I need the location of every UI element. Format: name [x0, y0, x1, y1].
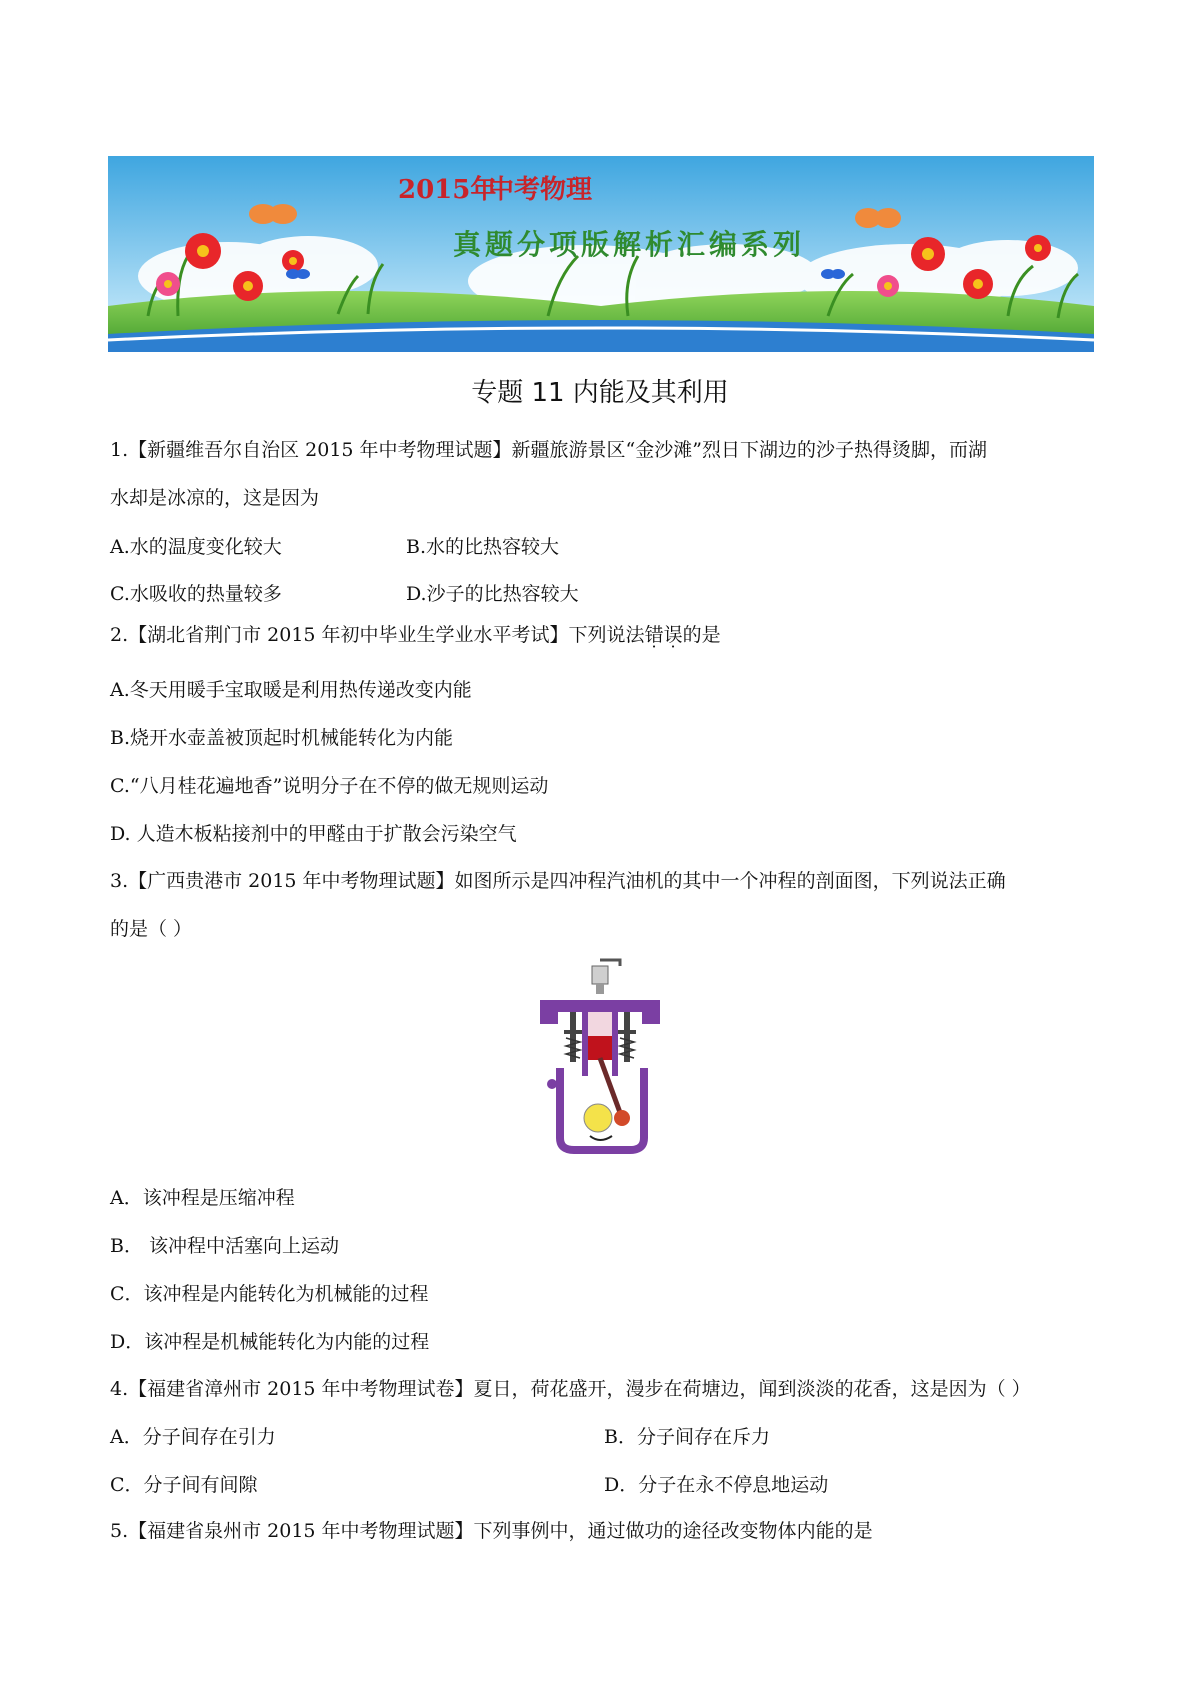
q4-stem: 4.【福建省漳州市 2015 年中考物理试卷】夏日，荷花盛开，漫步在荷塘边，闻到淡淡的花香，这是因为（ ） [110, 1378, 1031, 1400]
q4-option-b: B．分子间存在斥力 [604, 1426, 770, 1448]
q1-option-d: D.沙子的比热容较大 [406, 583, 579, 605]
q1-option-c: C.水吸收的热量较多 [110, 583, 282, 605]
q3-option-a: A．该冲程是压缩冲程 [110, 1187, 295, 1209]
q1-option-a: A.水的温度变化较大 [110, 536, 282, 558]
q3-stem-line1: 3.【广西贵港市 2015 年中考物理试题】如图所示是四冲程汽油机的其中一个冲程的剖面图，下列说法正确 [110, 870, 1006, 892]
q4-option-c: C．分子间有间隙 [110, 1474, 258, 1496]
q4-option-d: D．分子在永不停息地运动 [604, 1474, 829, 1496]
q1-stem-line2: 水却是冰凉的，这是因为 [110, 487, 320, 509]
q2-option-a: A.冬天用暖手宝取暖是利用热传递改变内能 [110, 679, 472, 701]
q2-option-d: D. 人造木板粘接剂中的甲醛由于扩散会污染空气 [110, 823, 517, 845]
q3-stem-line2: 的是（ ） [110, 918, 193, 940]
engine-diagram [530, 958, 672, 1154]
q3-option-c: C．该冲程是内能转化为机械能的过程 [110, 1283, 429, 1305]
q2-stem-pre: 2.【湖北省荆门市 2015 年初中毕业生学业水平考试】下列说法 [110, 624, 645, 646]
q5-stem: 5.【福建省泉州市 2015 年中考物理试题】下列事例中，通过做功的途径改变物体内能的是 [110, 1520, 873, 1542]
banner-title-subject: 中考物理 [488, 175, 593, 205]
q2-option-b: B.烧开水壶盖被顶起时机械能转化为内能 [110, 727, 454, 749]
q2-stem-post: 的是 [682, 624, 721, 646]
q2-stem [110, 622, 721, 648]
q2-stem-emph2: 误 [663, 624, 683, 646]
q3-option-b: B． 该冲程中活塞向上运动 [110, 1235, 340, 1257]
banner-title-year: 2015年 [398, 175, 497, 205]
header-banner [108, 156, 1094, 352]
q4-option-a: A．分子间存在引力 [110, 1426, 276, 1448]
q1-stem-line1: 1.【新疆维吾尔自治区 2015 年中考物理试题】新疆旅游景区“金沙滩”烈日下湖边的沙子热得烫脚，而湖 [110, 439, 987, 461]
q2-option-c: C.“八月桂花遍地香”说明分子在不停的做无规则运动 [110, 775, 549, 797]
q1-option-b: B.水的比热容较大 [406, 536, 560, 558]
q3-option-d: D．该冲程是机械能转化为内能的过程 [110, 1331, 430, 1353]
banner-subtitle: 真题分项版解析汇编系列 [453, 228, 806, 261]
page-title: 专题 11 内能及其利用 [471, 378, 729, 408]
q2-stem-emph1: 错 [644, 624, 664, 646]
